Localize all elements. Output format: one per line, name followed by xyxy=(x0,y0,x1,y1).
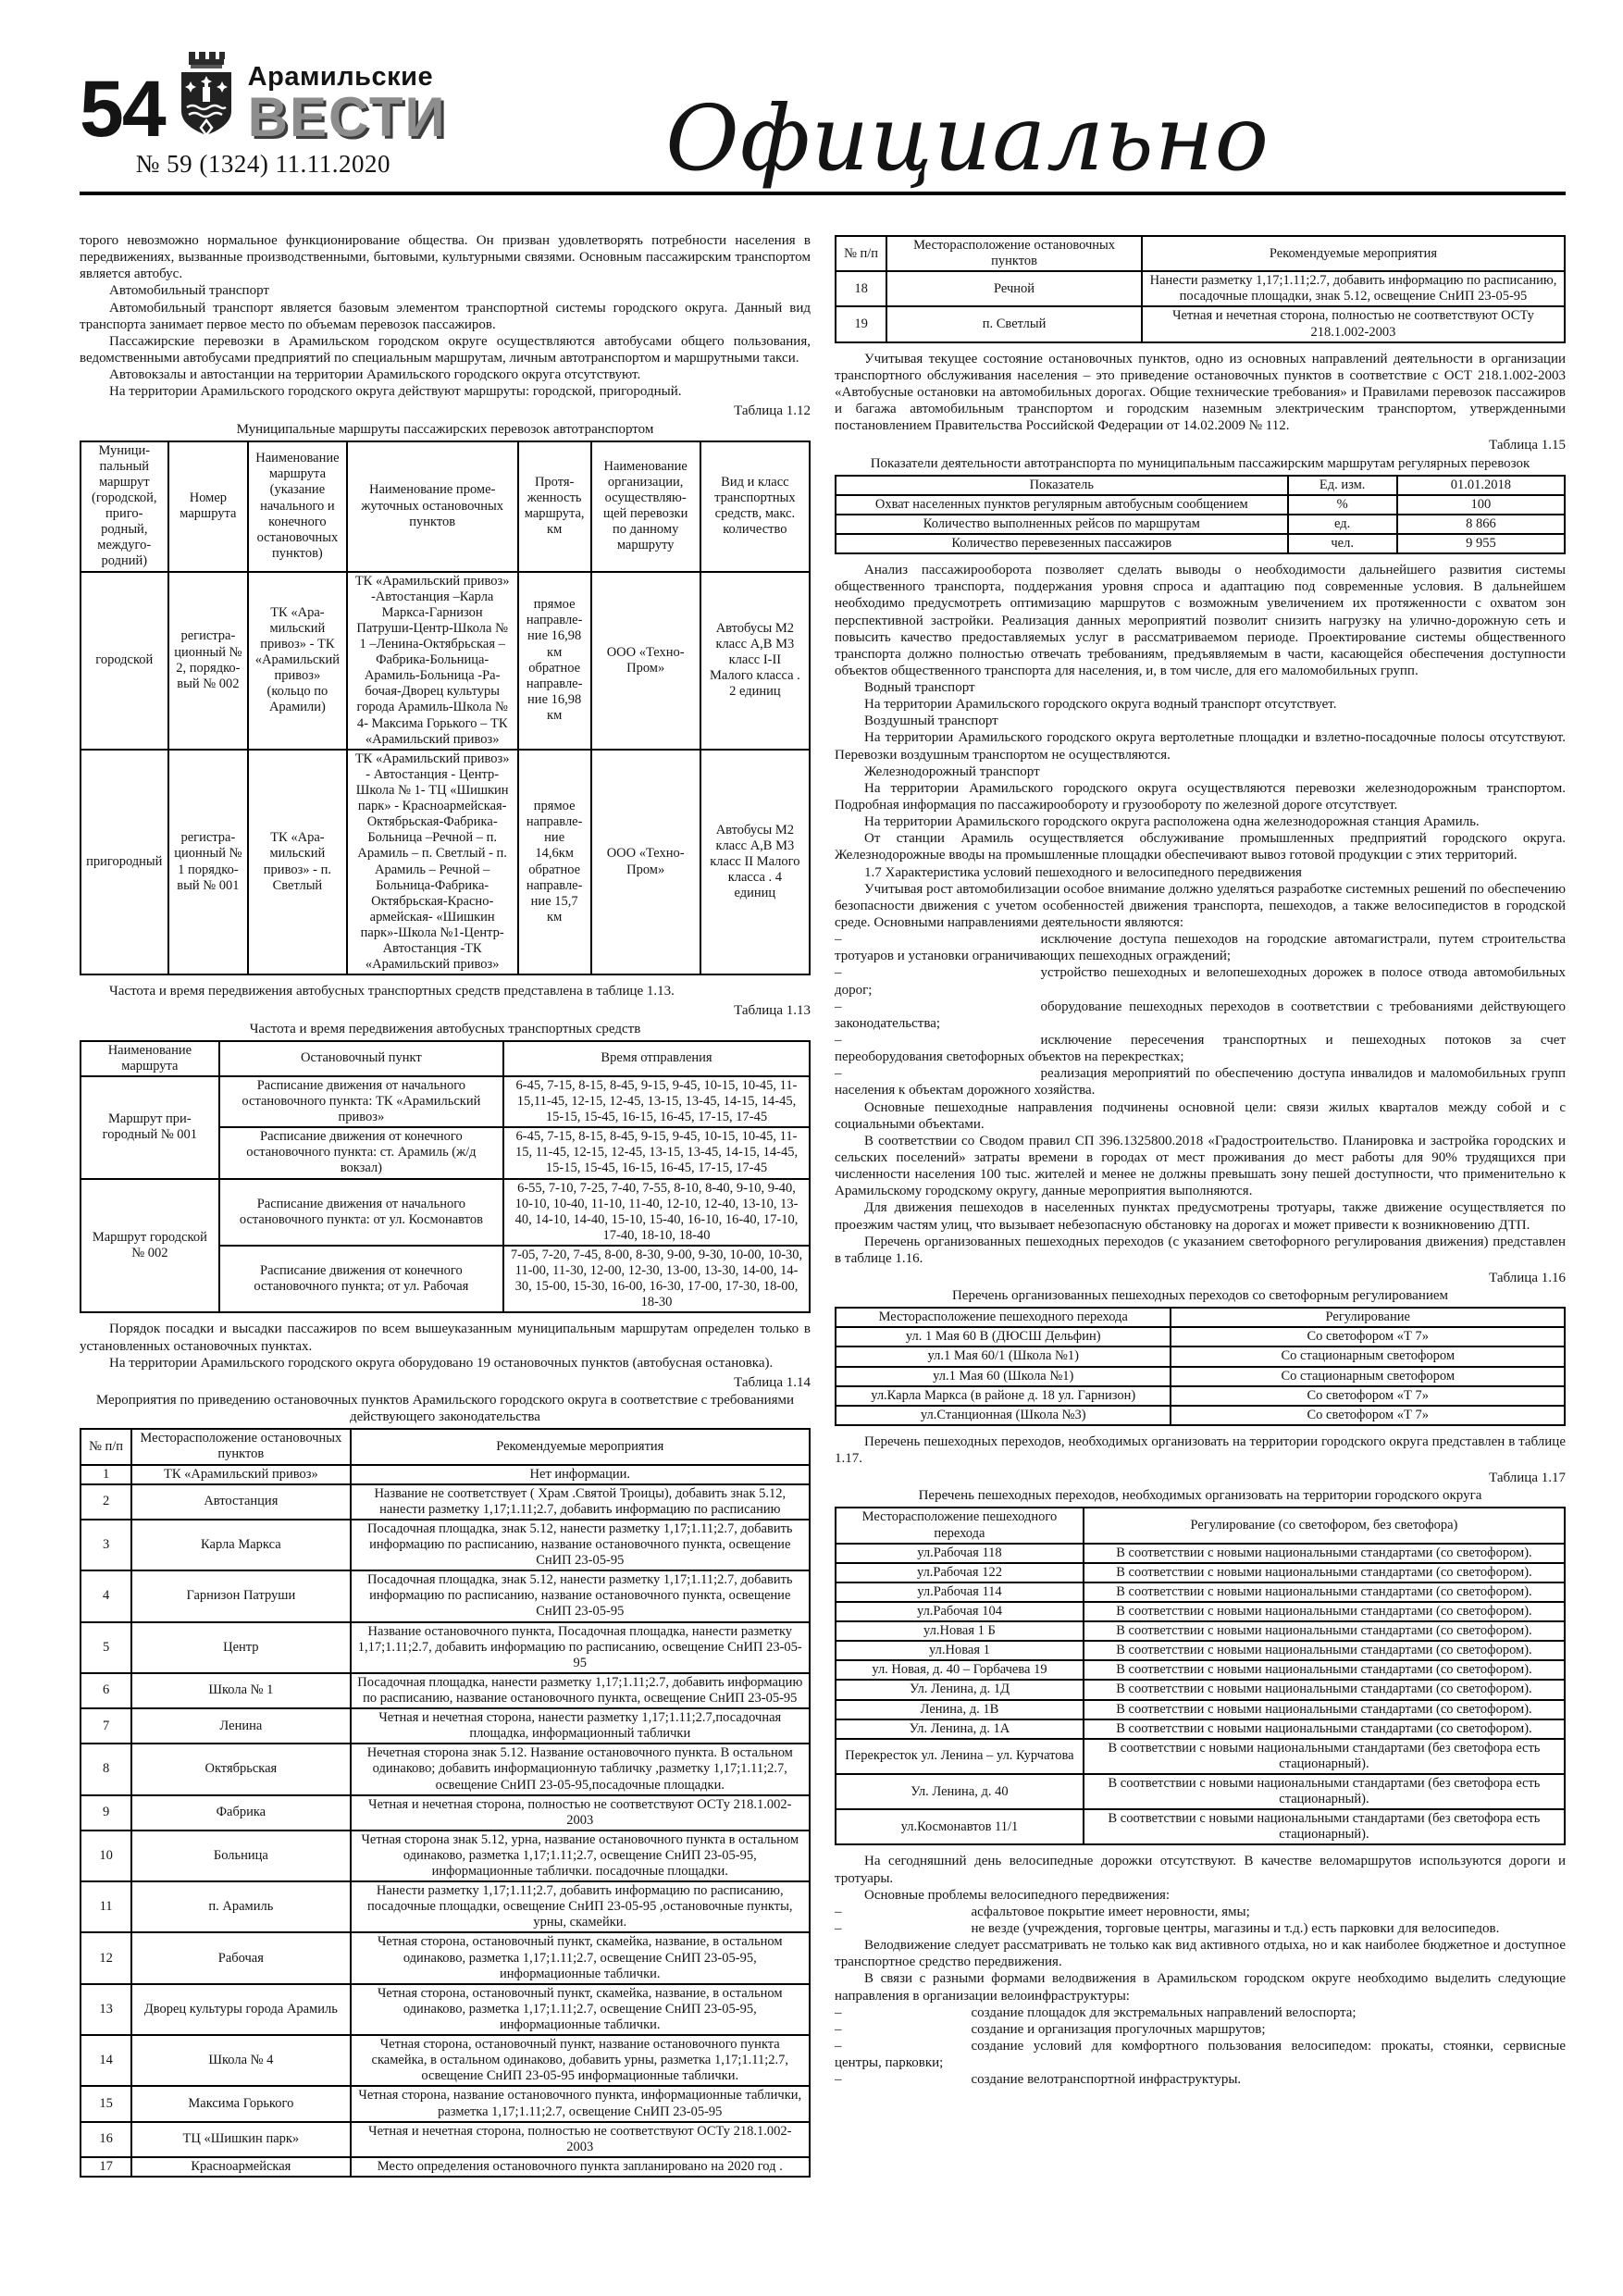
column-header: Муниципальный маршрут (городской, пригородный, междугородний) xyxy=(81,441,168,572)
section-title: Официально xyxy=(665,85,1270,191)
table-row xyxy=(836,1347,1565,1366)
list-dash-gap xyxy=(842,2049,972,2050)
table-cell: В соответствии с новыми национальными стандартами (со светофором). xyxy=(1084,1719,1565,1739)
table-header-row xyxy=(836,476,1565,495)
table-caption: Муниципальные маршруты пассажирских перевозок автотранспортом xyxy=(236,421,654,437)
column-header: Наименование промежуточных остановочных пунктов xyxy=(347,441,518,572)
table-header-row xyxy=(836,1308,1565,1327)
text-flow xyxy=(80,232,811,438)
masthead-divider xyxy=(80,192,1566,195)
table-row xyxy=(836,1774,1565,1809)
table-caption-label: Таблица 1.12 xyxy=(734,403,811,419)
table-caption: Показатели деятельности автотранспорта по муниципальным пассажирским маршрутам регулярных перевозок xyxy=(870,455,1530,471)
paragraph: На территории Арамильского городского округа вертолетные площадки и взлетно-посадочные полосы отсутствуют. Перевозки воздушным транспортом не осуществляются. xyxy=(835,730,1566,763)
table-cell: Расписание движения от начального остановочного пункта: от ул. Космонавтов xyxy=(219,1179,503,1246)
table-cell: Охват населенных пунктов регулярным автобусным сообщением xyxy=(836,495,1288,515)
column-header: Месторасположение остановочных пунктов xyxy=(886,236,1142,271)
list-dash-gap xyxy=(842,1010,1041,1011)
column-header: 01.01.2018 xyxy=(1397,476,1565,495)
table-cell: В соответствии с новыми национальными стандартами (со светофором). xyxy=(1084,1602,1565,1621)
table-1-16-crosswalks-with-lights xyxy=(835,1307,1566,1426)
list-item: – не везде (учреждения, торговые центры, магазины и т.д.) есть парковки для велосипедов. xyxy=(835,1921,1500,1937)
table-cell: Четная сторона, остановочный пункт, название остановочного пункта скамейка, в остальном одинаково, добавить урны, разметка 1,17;1.11;2.7, освещение СнИП 23-05-95 информационные таблички. xyxy=(351,2035,810,2086)
table-cell: ул.Космонавтов 11/1 xyxy=(836,1809,1084,1844)
table-cell: Четная сторона знак 5.12, урна, название остановочного пункта в остальном одинаково, разметка 1,17;1.11;2.7, освещение СнИП 23-05-95, информационные таблички. посадочные площадки. xyxy=(351,1831,810,1881)
table-cell: В соответствии с новыми национальными стандартами (со светофором). xyxy=(1084,1680,1565,1699)
list-item: – исключение доступа пешеходов на городские автомагистрали, путем строительства тротуаров и установки ограничивающих пешеходных ограждений; xyxy=(835,932,1566,964)
paragraph: Перечень организованных пешеходных переходов (с указанием светофорного регулирования движения) представлен в таблице 1.16. xyxy=(835,1234,1566,1266)
table-cell: Со светофором «Т 7» xyxy=(1171,1327,1565,1347)
table-row xyxy=(81,572,810,750)
table-cell: регистрационный № 1 порядковый № 001 xyxy=(168,750,249,975)
paragraph: Учитывая текущее состояние остановочных пунктов, одно из основных направлений деятельности в организации транспортного обслуживания населения – это приведение остановочных пунктов в соответствие с ОСТ 218.1.002-2003 «Автобусные остановки на автомобильных дорогах. Общие технические требования» и Правилами перевозок пассажиров и багажа автомобильным транспортом и городским наземным электрическим транспортом, утвержденными постановлением Правительства Российской Федерации от 14.02.2009 № 112. xyxy=(835,351,1566,434)
text-flow xyxy=(835,1433,1566,1505)
table-cell: ул.Рабочая 118 xyxy=(836,1544,1084,1563)
table-header-row xyxy=(81,1041,810,1076)
table-cell: ул.Рабочая 122 xyxy=(836,1563,1084,1582)
table-cell: 12 xyxy=(81,1932,131,1983)
table-cell: п. Арамиль xyxy=(131,1881,350,1932)
table-row xyxy=(836,1602,1565,1621)
table-cell: Расписание движения от конечного остановочного пункта: ст. Арамиль (ж/д вокзал) xyxy=(219,1127,503,1178)
table-cell: 11 xyxy=(81,1881,131,1932)
table-cell: чел. xyxy=(1288,534,1397,553)
table-1-13-bus-frequency xyxy=(80,1040,811,1314)
table-row xyxy=(836,1739,1565,1774)
table-row xyxy=(836,1809,1565,1844)
table-row xyxy=(81,1622,810,1673)
table-cell: Красноармейская xyxy=(131,2157,350,2177)
table-row xyxy=(81,1831,810,1881)
paragraph: На сегодняшний день велосипедные дорожки отсутствуют. В качестве веломаршрутов используются дороги и тротуары. xyxy=(835,1854,1566,1886)
table-cell: Центр xyxy=(131,1622,350,1673)
list-item: – устройство пешеходных и велопешеходных дорожек в полосе отвода автомобильных дорог; xyxy=(835,965,1566,998)
table-row xyxy=(836,1406,1565,1425)
table-cell: В соответствии с новыми национальными стандартами (со светофором). xyxy=(1084,1563,1565,1582)
table-cell: ООО «Техно-Пром» xyxy=(591,572,700,750)
table-cell: 3 xyxy=(81,1520,131,1570)
table-row xyxy=(81,1520,810,1570)
table-cell: пригородный xyxy=(81,750,168,975)
table-1-17-crosswalks-needed xyxy=(835,1507,1566,1845)
table-cell: В соответствии с новыми национальными стандартами (со светофором). xyxy=(1084,1700,1565,1719)
column-header: № п/п xyxy=(81,1429,131,1464)
paragraph: Анализ пассажирооборота позволяет сделать выводы о необходимости дальнейшего развития системы общественного транспорта, поддержания уровня спроса и адаптацию под современные условия. В дальнейшем необходимо предусмотреть оптимизацию маршрутов с возможным увеличением их протяженности с охватом зон перспективной застройки. Реализация данных мероприятий позволит снизить нагрузку на улично-дорожную сеть и повысить качество предоставляемых услуг в рассматриваемом периоде. Проектирование системы общественного транспорта должно полностью отвечать требованиям, предъявляемым в части, касающейся обеспечения доступности объектов общественного транспорта для населения, и, в том числе, для его маломобильных групп. xyxy=(835,563,1566,678)
table-cell: В соответствии с новыми национальными стандартами (со светофором). xyxy=(1084,1660,1565,1680)
table-cell: Октябрьская xyxy=(131,1744,350,1794)
column-header: Месторасположение пешеходного перехода xyxy=(836,1308,1171,1327)
table-cell: Максима Горького xyxy=(131,2086,350,2121)
table-cell: Автобусы М2 класс А,В М3 класс I-II Малого класса . 2 единиц xyxy=(700,572,810,750)
table-cell: Дворец культуры города Арамиль xyxy=(131,1984,350,2035)
table-cell: Ленина, д. 1В xyxy=(836,1700,1084,1719)
table-header-row xyxy=(836,1508,1565,1543)
masthead xyxy=(80,50,1566,191)
table-cell: Четная и нечетная сторона, полностью не соответствуют ОСТу 218.1.002-2003 xyxy=(351,1795,810,1831)
table-cell: Четная и нечетная сторона, полностью не соответствуют ОСТу 218.1.002-2003 xyxy=(351,2122,810,2157)
column-header: № п/п xyxy=(836,236,886,271)
table-cell: прямое направление 16,98 км обратное направление 16,98 км xyxy=(518,572,591,750)
table-cell: Количество перевезенных пассажиров xyxy=(836,534,1288,553)
paragraph: Велодвижение следует рассматривать не только как вид активного отдыха, но и как наиболее бюджетное и доступное транспортное средство передвижения. xyxy=(835,1938,1566,1970)
table-1-12-municipal-routes xyxy=(80,441,811,976)
table-cell: Четная сторона, название остановочного пункта, информационные таблички, разметка 1,17;1.11;2.7, освещение СнИП 23-05-95 xyxy=(351,2086,810,2121)
paragraph: Пассажирские перевозки в Арамильском городском округе осуществляются автобусами общего пользования, ведомственными автобусами предприятий по специальным маршрутам, личным автотранспортом и маршрутными такси. xyxy=(80,333,811,366)
column-header: Ед. изм. xyxy=(1288,476,1397,495)
brand-top-label: Арамильские xyxy=(247,62,434,92)
paragraph: Частота и время передвижения автобусных транспортных средств представлена в таблице 1.13. xyxy=(109,984,675,999)
table-cell: Автостанция xyxy=(131,1484,350,1520)
paragraph: На территории Арамильского городского округа расположена одна железнодорожная станция Арамиль. xyxy=(864,814,1480,830)
table-cell: Маршрут пригородный № 001 xyxy=(81,1076,219,1179)
table-header-row xyxy=(836,236,1565,271)
table-cell: ТК «Арамильский привоз» -Автостанция –Карла Маркса-Гарнизон Патруши-Центр-Школа № 1 –Ленина-Октябрьская – Фабрика-Больница-Арамиль-Больница -Рабочая-Дворец культуры города Арамиль-Школа № 4- Максима Горького – ТК «Арамильский привоз» xyxy=(347,572,518,750)
list-dash-gap xyxy=(842,1076,1041,1077)
list-dash-gap xyxy=(842,1931,972,1932)
table-cell: Нет информации. xyxy=(351,1465,810,1484)
table-row xyxy=(836,306,1565,341)
list-dash-gap xyxy=(842,975,1041,976)
table-header-row xyxy=(81,1429,810,1464)
table-cell: Нанести разметку 1,17;1.11;2.7, добавить информацию по расписанию, посадочные площадки, освещение СнИП 23-05-95 ,остановочные пункты, урны, скамейки. xyxy=(351,1881,810,1932)
table-cell: 6-45, 7-15, 8-15, 8-45, 9-15, 9-45, 10-15, 10-45, 11-15, 11-45, 12-15, 12-45, 13-15, 13-45, 14-15, 14-45, 15-15, 15-45, 16-15, 16-45, 17-15, 17-45 xyxy=(503,1127,810,1178)
column-header: Номер маршрута xyxy=(168,441,249,572)
table-row xyxy=(81,1708,810,1744)
list-item: – оборудование пешеходных переходов в соответствии с требованиями действующего законодательства; xyxy=(835,999,1566,1031)
list-item: – создание площадок для экстремальных направлений велоспорта; xyxy=(835,2004,1357,2020)
table-cell: ул.1 Мая 60 (Школа №1) xyxy=(836,1367,1171,1386)
table-row xyxy=(81,2035,810,2086)
table-row xyxy=(81,750,810,975)
table-row xyxy=(836,1660,1565,1680)
table-cell: 100 xyxy=(1397,495,1565,515)
table-cell: городской xyxy=(81,572,168,750)
table-cell: 8 866 xyxy=(1397,515,1565,534)
table-cell: В соответствии с новыми национальными стандартами (без светофора есть стационарный). xyxy=(1084,1774,1565,1809)
column-header: Рекомендуемые мероприятия xyxy=(1142,236,1565,271)
issue-line: № 59 (1324) 11.11.2020 xyxy=(135,150,391,178)
table-row xyxy=(81,1881,810,1932)
table-cell: ул.Рабочая 104 xyxy=(836,1602,1084,1621)
list-dash-gap xyxy=(842,2032,972,2033)
table-row xyxy=(81,1076,810,1127)
table-cell: В соответствии с новыми национальными стандартами (со светофором). xyxy=(1084,1641,1565,1660)
table-row xyxy=(81,1744,810,1794)
text-flow xyxy=(835,562,1566,1304)
paragraph: На территории Арамильского городского округа оборудовано 19 остановочных пунктов (автобусная остановка). xyxy=(109,1355,774,1371)
paragraph: торого невозможно нормальное функционирование общества. Он призван удовлетворять потребности населения в передвижениях, вызванные производственными, бытовыми, культурными связями. Основным пассажирским транспортом является автобус. xyxy=(80,233,811,282)
table-cell: 9 955 xyxy=(1397,534,1565,553)
table-row xyxy=(81,1484,810,1520)
table-cell: ед. xyxy=(1288,515,1397,534)
table-cell: регистрационный № 2, порядковый № 002 xyxy=(168,572,249,750)
table-cell: Автобусы М2 класс А,В М3 класс II Малого класса . 4 единиц xyxy=(700,750,810,975)
table-cell: ул.1 Мая 60/1 (Школа №1) xyxy=(836,1347,1171,1366)
list-item: – асфальтовое покрытие имеет неровности, ямы; xyxy=(835,1904,1250,1919)
table-row xyxy=(81,1673,810,1708)
table-cell: 4 xyxy=(81,1570,131,1621)
table-caption: Перечень пешеходных переходов, необходимых организовать на территории городского округа xyxy=(918,1488,1482,1504)
list-item: – исключение пересечения транспортных и пешеходных потоков за счет переоборудования светофорных объектов на перекрестках; xyxy=(835,1033,1566,1065)
table-header-row xyxy=(81,441,810,572)
column-header: Вид и класс транспортных средств, макс. количество xyxy=(700,441,810,572)
column-header: Рекомендуемые мероприятия xyxy=(351,1429,810,1464)
column-header: Наименование организации, осуществляющей перевозки по данному маршруту xyxy=(591,441,700,572)
table-cell: Школа № 4 xyxy=(131,2035,350,2086)
paragraph: Автомобильный транспорт является базовым элементом транспортной системы городского округа. Данный вид транспорта занимает первое место по объемам перевозок пассажиров. xyxy=(80,300,811,332)
table-cell: Посадочная площадка, знак 5.12, нанести разметку 1,17;1.11;2.7, добавить информацию по расписанию, название остановочного пункта, освещение СнИП 23-05-95 xyxy=(351,1570,810,1621)
table-cell: Нанести разметку 1,17;1.11;2.7, добавить информацию по расписанию, посадочные площадки, знак 5.12, освещение СнИП 23-05-95 xyxy=(1142,271,1565,306)
table-cell: Количество выполненных рейсов по маршрутам xyxy=(836,515,1288,534)
table-cell: Маршрут городской № 002 xyxy=(81,1179,219,1313)
list-item: – создание условий для комфортного пользования велосипедом: прокаты, стоянки, сервисные центры, парковки; xyxy=(835,2039,1566,2071)
table-cell: Фабрика xyxy=(131,1795,350,1831)
table-cell: ул. 1 Мая 60 В (ДЮСШ Дельфин) xyxy=(836,1327,1171,1347)
table-cell: Название не соответствует ( Храм .Святой Троицы), добавить знак 5.12, нанести разметку 1,17;1.11;2.7, добавить информацию по расписанию xyxy=(351,1484,810,1520)
table-1-15-transport-indicators xyxy=(835,475,1566,554)
column-header: Показатель xyxy=(836,476,1288,495)
table-row xyxy=(836,495,1565,515)
column-header: Месторасположение остановочных пунктов xyxy=(131,1429,350,1464)
table-cell: 14 xyxy=(81,2035,131,2086)
table-cell: Ленина xyxy=(131,1708,350,1744)
table-cell: ул. Новая, д. 40 – Горбачева 19 xyxy=(836,1660,1084,1680)
paragraph: Для движения пешеходов в населенных пунктах предусмотрены тротуары, также движение осуществляется по проезжим частям улиц, что вызывает небезопасную обстановку на дорогах и может привести к возникновению ДТП. xyxy=(835,1200,1566,1233)
list-item: – создание велотранспортной инфраструктуры. xyxy=(835,2072,1242,2088)
paragraph: Основные пешеходные направления подчинены основной цели: связи жилых кварталов между собой и с социальными объектами. xyxy=(835,1099,1566,1132)
table-cell: Посадочная площадка, знак 5.12, нанести разметку 1,17;1.11;2.7, добавить информацию по расписанию, название остановочного пункта, освещение СнИП 23-05-95 xyxy=(351,1520,810,1570)
table-cell: Со светофором «Т 7» xyxy=(1171,1386,1565,1406)
paragraph: В связи с разными формами велодвижения в Арамильском городском округе необходимо выделить следующие направления в организации велоинфраструктуры: xyxy=(835,1971,1566,2004)
table-row xyxy=(81,1932,810,1983)
paragraph: На территории Арамильского городского округа действуют маршруты: городской, пригородный. xyxy=(109,384,682,400)
table-cell: ул.Новая 1 xyxy=(836,1641,1084,1660)
table-cell: ООО «Техно-Пром» xyxy=(591,750,700,975)
table-1-14-stop-measures xyxy=(80,1428,811,2178)
table-cell: 16 xyxy=(81,2122,131,2157)
table-caption-label: Таблица 1.16 xyxy=(1489,1270,1566,1285)
table-cell: Речной xyxy=(886,271,1142,306)
table-cell: Школа № 1 xyxy=(131,1673,350,1708)
table-cell: ТК «Арамильский привоз» xyxy=(131,1465,350,1484)
paragraph: В соответствии со Сводом правил СП 396.1325800.2018 «Градостроительство. Планировка и застройка городских и сельских поселений» затраты времени в городах от мест проживания до мест работы для 90% трудящихся при численности населения 100 тыс. жителей и менее не должны превышать зону пешей доступности, что применительно к Арамильскому городскому округу, данные мероприятия выполняются. xyxy=(835,1133,1566,1199)
table-row xyxy=(836,515,1565,534)
table-cell: Гарнизон Патруши xyxy=(131,1570,350,1621)
table-row xyxy=(836,1544,1565,1563)
table-cell: ул.Станционная (Школа №3) xyxy=(836,1406,1171,1425)
text-flow xyxy=(835,351,1566,472)
table-row xyxy=(836,1621,1565,1641)
table-caption-label: Таблица 1.14 xyxy=(734,1374,811,1390)
table-row xyxy=(81,2122,810,2157)
table-cell: Ул. Ленина, д. 1Д xyxy=(836,1680,1084,1699)
table-cell: 6-55, 7-10, 7-25, 7-40, 7-55, 8-10, 8-40, 9-10, 9-40, 10-10, 10-40, 11-10, 11-40, 12-10, 12-40, 13-10, 13-40, 14-10, 14-40, 15-10, 15-40, 16-10, 16-40, 17-10, 17-40, 18-10, 18-40 xyxy=(503,1179,810,1246)
paragraph: На территории Арамильского городского округа осуществляются перевозки железнодорожным транспортом. Подробная информация по пассажирообороту и грузообороту по железной дороге отсутствует. xyxy=(835,780,1566,813)
table-cell: ТК «Арамильский привоз» - п. Светлый xyxy=(248,750,346,975)
table-row xyxy=(836,534,1565,553)
left-column xyxy=(80,232,811,2185)
table-caption: Мероприятия по приведению остановочных пунктов Арамильского городского округа в соответствие с требованиями действующего законодательства xyxy=(95,1393,795,1425)
table-cell: Рабочая xyxy=(131,1932,350,1983)
table-cell: Карла Маркса xyxy=(131,1520,350,1570)
content-columns xyxy=(80,232,1566,2185)
list-item: – реализация мероприятий по обеспечению доступа инвалидов и маломобильных групп населения к объектам дорожного хозяйства. xyxy=(835,1066,1566,1098)
table-cell: 7-05, 7-20, 7-45, 8-00, 8-30, 9-00, 9-30, 10-00, 10-30, 11-00, 11-30, 12-00, 12-30, 13-00, 13-30, 14-00, 14-30, 15-00, 15-30, 16-00, 16-30, 17-00, 17-30, 18-00, 18-30 xyxy=(503,1246,810,1312)
table-cell: Ул. Ленина, д. 40 xyxy=(836,1774,1084,1809)
table-cell: ТК «Арамильский привоз» - ТК «Арамильский привоз» (кольцо по Арамили) xyxy=(248,572,346,750)
column-header: Месторасположение пешеходного перехода xyxy=(836,1508,1084,1543)
paragraph: Водный транспорт xyxy=(864,680,975,696)
city-coat-of-arms-icon xyxy=(178,50,235,143)
paragraph: 1.7 Характеристика условий пешеходного и велосипедного передвижения xyxy=(864,864,1302,880)
brand-name-label: ВЕСТИ xyxy=(247,86,447,148)
page-number: 54 xyxy=(80,65,165,155)
table-row xyxy=(81,1465,810,1484)
paragraph: Железнодорожный транспорт xyxy=(864,763,1040,779)
table-cell: 19 xyxy=(836,306,886,341)
table-cell: п. Светлый xyxy=(886,306,1142,341)
column-header: Наименование маршрута (указание начального и конечного остановочных пунктов) xyxy=(248,441,346,572)
table-caption: Перечень организованных пешеходных переходов со светофорным регулированием xyxy=(951,1288,1449,1304)
table-cell: Расписание движения от начального остановочного пункта: ТК «Арамильский привоз» xyxy=(219,1076,503,1127)
table-cell: ул.Карла Маркса (в районе д. 18 ул. Гарнизон) xyxy=(836,1386,1171,1406)
list-item: – создание и организация прогулочных маршрутов; xyxy=(835,2021,1266,2037)
column-header: Наименование маршрута xyxy=(81,1041,219,1076)
table-cell: 9 xyxy=(81,1795,131,1831)
column-header: Регулирование (со светофором, без светофора) xyxy=(1084,1508,1565,1543)
column-header: Время отправления xyxy=(503,1041,810,1076)
table-cell: Больница xyxy=(131,1831,350,1881)
table-cell: Место определения остановочного пункта запланировано на 2020 год . xyxy=(351,2157,810,2177)
paragraph: Основные проблемы велосипедного передвижения: xyxy=(864,1887,1171,1903)
masthead-left xyxy=(80,50,447,179)
table-cell: Ул. Ленина, д. 1А xyxy=(836,1719,1084,1739)
table-cell: Нечетная сторона знак 5.12. Название остановочного пункта. В остальном одинаково; добавить информационную табличку ,разметку 1,17;1.11;2.7, освещение СнИП 23-05-95,посадочные площадки. xyxy=(351,1744,810,1794)
list-dash-gap xyxy=(842,1043,1041,1044)
table-caption-label: Таблица 1.15 xyxy=(1489,438,1566,453)
table-cell: Четная и нечетная сторона, нанести разметку 1,17;1.11;2.7,посадочная площадка, информационный таблички xyxy=(351,1708,810,1744)
table-row xyxy=(81,1795,810,1831)
table-cell: 13 xyxy=(81,1984,131,2035)
table-cell: 15 xyxy=(81,2086,131,2121)
table-cell: 6-45, 7-15, 8-15, 8-45, 9-15, 9-45, 10-15, 10-45, 11-15,11-45, 12-15, 12-45, 13-15, 13-45, 14-15, 14-45, 15-15, 15-45, 16-15, 16-45, 17-15, 17-45 xyxy=(503,1076,810,1127)
table-caption-label: Таблица 1.13 xyxy=(734,1003,811,1019)
list-dash-gap xyxy=(842,1915,972,1916)
table-cell: 10 xyxy=(81,1831,131,1881)
table-row xyxy=(81,1984,810,2035)
table-row xyxy=(836,271,1565,306)
table-row xyxy=(836,1641,1565,1660)
table-cell: 8 xyxy=(81,1744,131,1794)
table-cell: Расписание движения от конечного остановочного пункта; от ул. Рабочая xyxy=(219,1246,503,1312)
paragraph: Порядок посадки и высадки пассажиров по всем вышеуказанным муниципальным маршрутам определен только в установленных остановочных пунктах. xyxy=(80,1322,811,1354)
table-cell: прямое направление 14,6км обратное направление 15,7 км xyxy=(518,750,591,975)
paragraph: Автовокзалы и автостанции на территории Арамильского городского округа отсутствуют. xyxy=(109,367,641,383)
paragraph: Воздушный транспорт xyxy=(864,714,998,729)
table-cell: 5 xyxy=(81,1622,131,1673)
table-cell: 1 xyxy=(81,1465,131,1484)
column-header: Остановочный пункт xyxy=(219,1041,503,1076)
table-cell: 7 xyxy=(81,1708,131,1744)
table-cell: Четная и нечетная сторона, полностью не соответствуют ОСТу 218.1.002-2003 xyxy=(1142,306,1565,341)
right-column xyxy=(835,232,1566,2185)
paragraph: От станции Арамиль осуществляется обслуживание промышленных предприятий городского округа. Железнодорожные вводы на промышленные площадки обеспечивают вывоз готовой продукции с этих территорий. xyxy=(835,831,1566,863)
table-cell: % xyxy=(1288,495,1397,515)
table-row xyxy=(81,2086,810,2121)
table-cell: Со светофором «Т 7» xyxy=(1171,1406,1565,1425)
table-row xyxy=(81,2157,810,2177)
table-cell: Со стационарным светофором xyxy=(1171,1367,1565,1386)
table-cell: ул.Рабочая 114 xyxy=(836,1582,1084,1602)
table-row xyxy=(836,1386,1565,1406)
table-cell: В соответствии с новыми национальными стандартами (со светофором). xyxy=(1084,1544,1565,1563)
paragraph: На территории Арамильского городского округа водный транспорт отсутствует. xyxy=(864,697,1337,713)
table-cell: В соответствии с новыми национальными стандартами (со светофором). xyxy=(1084,1621,1565,1641)
table-cell: Четная сторона, остановочный пункт, скамейка, название, в остальном одинаково, разметка 1,17;1.11;2.7, освещение СнИП 23-05-95, информационные таблички. xyxy=(351,1932,810,1983)
table-row xyxy=(836,1367,1565,1386)
text-flow xyxy=(835,1853,1566,2088)
text-flow xyxy=(80,983,811,1036)
table-row xyxy=(836,1582,1565,1602)
brand xyxy=(247,62,447,148)
table-row xyxy=(81,1570,810,1621)
table-1-14-continuation xyxy=(835,235,1566,343)
table-cell: Четная сторона, остановочный пункт, скамейка, название, в остальном одинаково, разметка 1,17;1.11;2.7, освещение СнИП 23-05-95, информационные таблички. xyxy=(351,1984,810,2035)
table-cell: 17 xyxy=(81,2157,131,2177)
column-header: Протяженность маршрута, км xyxy=(518,441,591,572)
table-row xyxy=(836,1563,1565,1582)
table-row xyxy=(836,1719,1565,1739)
table-cell: ТЦ «Шишкин парк» xyxy=(131,2122,350,2157)
table-row xyxy=(836,1700,1565,1719)
list-dash-gap xyxy=(842,2016,972,2017)
paragraph: Учитывая рост автомобилизации особое внимание должно уделяться разработке системных решений по обеспечению безопасности движения с учетом особенностей движения транспорта, пешеходов, а также велосипедистов в городской среде. Основными направлениями деятельности являются: xyxy=(835,881,1566,931)
table-row xyxy=(836,1680,1565,1699)
paragraph: Перечень пешеходных переходов, необходимых организовать на территории городского округа представлен в таблице 1.17. xyxy=(835,1433,1566,1467)
list-dash-gap xyxy=(842,2082,972,2083)
table-cell: Перекресток ул. Ленина – ул. Курчатова xyxy=(836,1739,1084,1774)
table-cell: Название остановочного пункта, Посадочная площадка, нанести разметку 1,17;1.11;2.7, добавить информацию по расписанию, освещение СнИП 23-05-95 xyxy=(351,1622,810,1673)
paragraph: Автомобильный транспорт xyxy=(109,283,269,299)
list-dash-gap xyxy=(842,942,1041,943)
table-cell: В соответствии с новыми национальными стандартами (со светофором). xyxy=(1084,1582,1565,1602)
table-cell: ТК «Арамильский привоз» - Автостанция - Центр- Школа № 1- ТЦ «Шишкин парк» - Красноармейская-Октябрьская-Фабрика-Больница –Речной – п. Арамиль – п. Светлый - п. Арамиль – Речной – Больница-Фабрика-Октябрьская-Красноармейская- «Шишкин парк»-Школа №1-Центр-Автостанция -ТК «Арамильский привоз» xyxy=(347,750,518,975)
table-cell: В соответствии с новыми национальными стандартами (без светофора есть стационарный). xyxy=(1084,1739,1565,1774)
column-header: Регулирование xyxy=(1171,1308,1565,1327)
table-cell: 18 xyxy=(836,271,886,306)
text-flow xyxy=(80,1321,811,1425)
table-cell: В соответствии с новыми национальными стандартами (без светофора есть стационарный). xyxy=(1084,1809,1565,1844)
table-cell: 2 xyxy=(81,1484,131,1520)
table-row xyxy=(836,1327,1565,1347)
table-cell: Посадочная площадка, нанести разметку 1,17;1.11;2.7, добавить информацию по расписанию, название остановочного пункта, освещение СнИП 23-05-95 xyxy=(351,1673,810,1708)
table-caption-label: Таблица 1.17 xyxy=(1489,1471,1566,1486)
table-cell: Со стационарным светофором xyxy=(1171,1347,1565,1366)
table-cell: ул.Новая 1 Б xyxy=(836,1621,1084,1641)
table-caption: Частота и время передвижения автобусных транспортных средств xyxy=(249,1021,641,1036)
table-row xyxy=(81,1179,810,1246)
table-cell: 6 xyxy=(81,1673,131,1708)
